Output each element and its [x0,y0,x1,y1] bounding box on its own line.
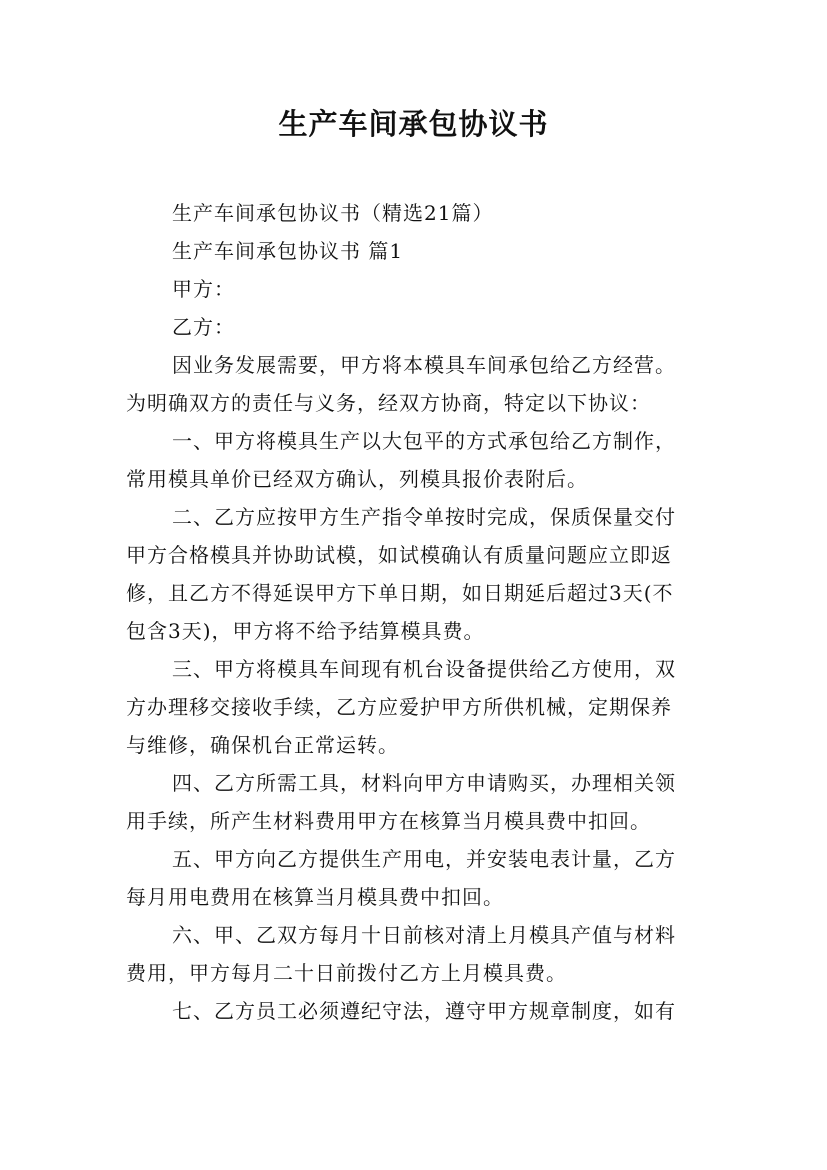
paragraph-line: 用手续，所产生材料费用甲方在核算当月模具费中扣回。 [126,809,651,833]
paragraph-line: 六、甲、乙双方每月十日前核对清上月模具产值与材料 [172,923,676,947]
paragraph-line: 与维修，确保机台正常运转。 [126,733,399,757]
paragraph-line: 每月用电费用在核算当月模具费中扣回。 [126,885,504,909]
paragraph-line: 甲方合格模具并协助试模，如试模确认有质量问题应立即返 [126,543,672,567]
paragraph-line: 一、甲方将模具生产以大包平的方式承包给乙方制作， [172,429,676,453]
document-title: 生产车间承包协议书 [278,107,549,141]
paragraph-line: 修，且乙方不得延误甲方下单日期，如日期延后超过3天(不 [126,581,674,605]
paragraph-line: 生产车间承包协议书（精选21篇） [172,201,494,225]
paragraph-line: 包含3天)，甲方将不给予结算模具费。 [126,619,485,643]
paragraph-line: 二、乙方应按甲方生产指令单按时完成，保质保量交付 [172,505,676,529]
paragraph-line: 费用，甲方每月二十日前拨付乙方上月模具费。 [126,961,567,985]
paragraph-line: 因业务发展需要，甲方将本模具车间承包给乙方经营。 [172,353,676,377]
paragraph-line: 七、乙方员工必须遵纪守法，遵守甲方规章制度，如有 [172,999,676,1023]
paragraph-line: 方办理移交接收手续，乙方应爱护甲方所供机械，定期保养 [126,695,672,719]
paragraph-line: 生产车间承包协议书 篇1 [172,239,404,263]
paragraph-line: 为明确双方的责任与义务，经双方协商，特定以下协议： [126,391,651,415]
paragraph-line: 常用模具单价已经双方确认，列模具报价表附后。 [126,467,588,491]
paragraph-line: 五、甲方向乙方提供生产用电，并安装电表计量，乙方 [172,847,676,871]
paragraph-line: 甲方： [172,277,235,301]
paragraph-line: 三、甲方将模具车间现有机台设备提供给乙方使用，双 [172,657,676,681]
paragraph-line: 乙方： [172,315,235,339]
paragraph-line: 四、乙方所需工具，材料向甲方申请购买，办理相关领 [172,771,676,795]
